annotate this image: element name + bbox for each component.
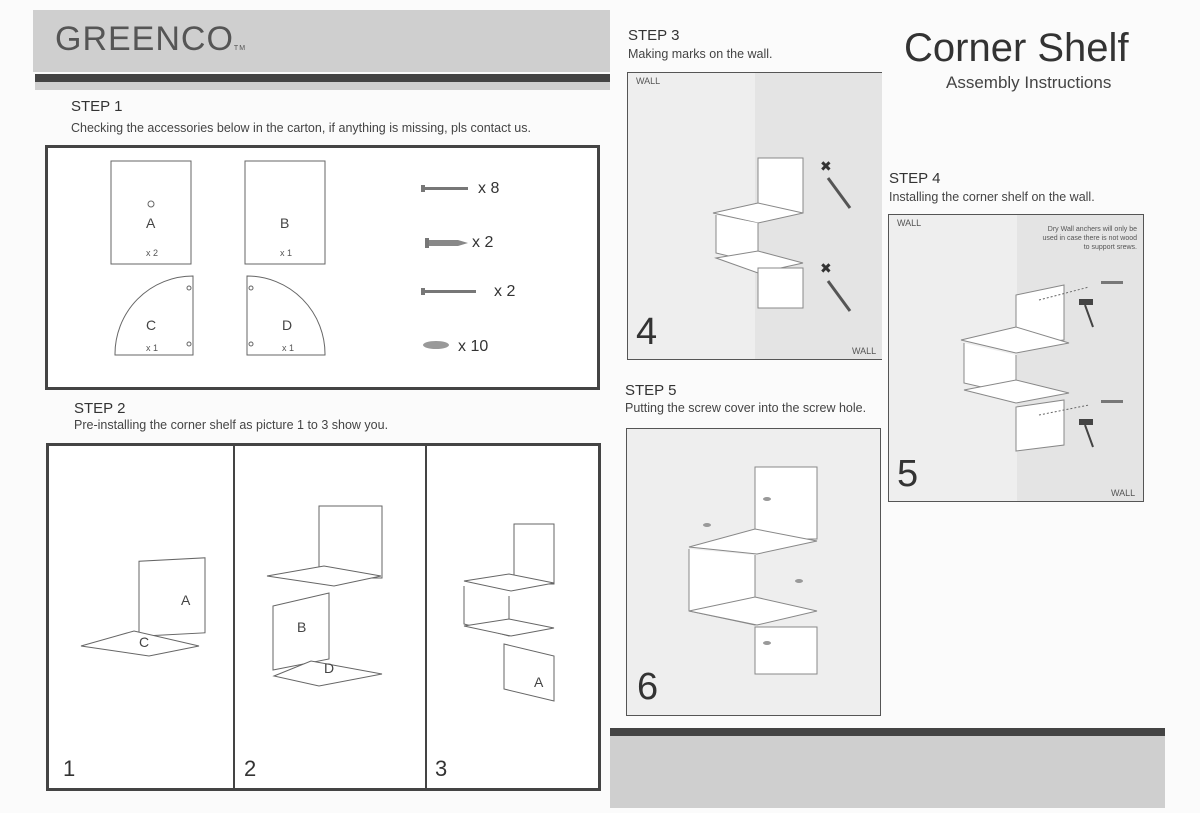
fig3-panel-a (504, 644, 554, 701)
step2-box (46, 443, 601, 791)
step3-shelf-panel-bottom (758, 268, 803, 308)
step1-desc: Checking the accessories below in the carton, if anything is missing, pls contact us. (71, 121, 531, 135)
screw-cover-3-icon (703, 523, 711, 527)
screw-cover-icon (423, 341, 449, 349)
step5-panel-top (755, 467, 817, 539)
screw-cover-4-icon (795, 579, 803, 583)
step4-panel (888, 214, 1144, 502)
part-b-qty: x 1 (280, 248, 293, 258)
pencil-top-icon (828, 178, 850, 208)
anchor-top-icon (1101, 281, 1123, 284)
part-a-label: A (146, 215, 156, 231)
step3-wall-side-label: WALL (852, 346, 877, 356)
wall-anchor-icon (425, 238, 468, 248)
mark-x-bottom-icon: ✖ (820, 261, 832, 277)
fig3-panel-top (514, 524, 554, 584)
step4-desc: Installing the corner shelf on the wall. (889, 190, 1095, 204)
part-c-label: C (146, 317, 157, 333)
step4-note-line-1: Dry Wall anchers will only be (1047, 226, 1137, 233)
brand-logo (55, 20, 246, 59)
fig2-label-b: B (297, 619, 307, 635)
fig3-shelf-mid (464, 619, 554, 636)
step2-title: STEP 2 (74, 400, 126, 417)
step4-wall-bottom-label: WALL (1111, 488, 1136, 498)
divider-bar-left-light (35, 82, 610, 90)
step3-drawing (628, 73, 883, 361)
screw-cover-2-icon (763, 641, 771, 645)
part-d-qty: x 1 (282, 343, 295, 353)
brand-name: GREENCO (55, 20, 234, 58)
page-subtitle: Assembly Instructions (946, 73, 1112, 92)
hardware-qty-2: x 2 (472, 234, 494, 251)
step3-panel (627, 72, 882, 360)
step4-title: STEP 4 (889, 170, 941, 187)
hammer-bottom-icon (1079, 419, 1093, 447)
step4-panel-bottom (1016, 400, 1064, 451)
hardware-qty-3: x 2 (494, 283, 516, 300)
parts-drawing (48, 148, 598, 388)
fig1-panel-a (139, 558, 205, 636)
mark-x-top-icon: ✖ (820, 159, 832, 175)
step4-wall-top-label: WALL (897, 218, 922, 228)
step5-desc: Putting the screw cover into the screw hole. (625, 401, 867, 415)
step3-title: STEP 3 (628, 27, 680, 44)
fig2-label-d: D (324, 660, 335, 676)
step1-parts-box (45, 145, 600, 390)
step4-note-line-3: to support srews. (1083, 244, 1137, 251)
screw-medium-icon (421, 288, 476, 295)
part-c-qty: x 1 (146, 343, 159, 353)
fig1-label-c: C (139, 634, 150, 650)
step4-drawing (889, 215, 1145, 503)
footer-band-right (610, 736, 1165, 808)
step3-desc: Making marks on the wall. (628, 47, 773, 61)
step2-drawing (49, 446, 599, 786)
step5-panel-bottom (755, 627, 817, 674)
hardware-qty-1: x 8 (478, 180, 500, 197)
step2-desc: Pre-installing the corner shelf as picture 1 to 3 show you. (74, 418, 389, 432)
screw-cover-1-icon (763, 497, 771, 501)
fig3-label-a: A (534, 674, 544, 690)
brand-tm: TM (233, 45, 247, 52)
step3-wall-top-label: WALL (636, 76, 661, 86)
step5-drawing (627, 429, 882, 717)
divider-bar-left (35, 74, 610, 82)
hammer-top-icon (1079, 299, 1093, 327)
step5-title: STEP 5 (625, 382, 677, 399)
screw-long-icon (421, 185, 468, 192)
step4-note-line-2: used in case there is not wood (1042, 235, 1137, 242)
part-a-qty: x 2 (146, 248, 159, 258)
step4-figure-number: 5 (897, 453, 919, 495)
step3-figure-number: 4 (636, 311, 658, 353)
step5-figure-number: 6 (637, 666, 659, 708)
hardware-qty-4: x 10 (458, 338, 489, 355)
fig3-number: 3 (435, 756, 448, 781)
part-d-label: D (282, 317, 293, 333)
divider-bar-right (610, 728, 1165, 736)
anchor-bottom-icon (1101, 400, 1123, 403)
step1-title: STEP 1 (71, 98, 123, 115)
fig2-number: 2 (244, 756, 257, 781)
fig1-label-a: A (181, 592, 191, 608)
step5-panel (626, 428, 881, 716)
pencil-bottom-icon (828, 281, 850, 311)
part-b-label: B (280, 215, 290, 231)
fig1-number: 1 (63, 756, 76, 781)
page-title: Corner Shelf (904, 26, 1129, 70)
